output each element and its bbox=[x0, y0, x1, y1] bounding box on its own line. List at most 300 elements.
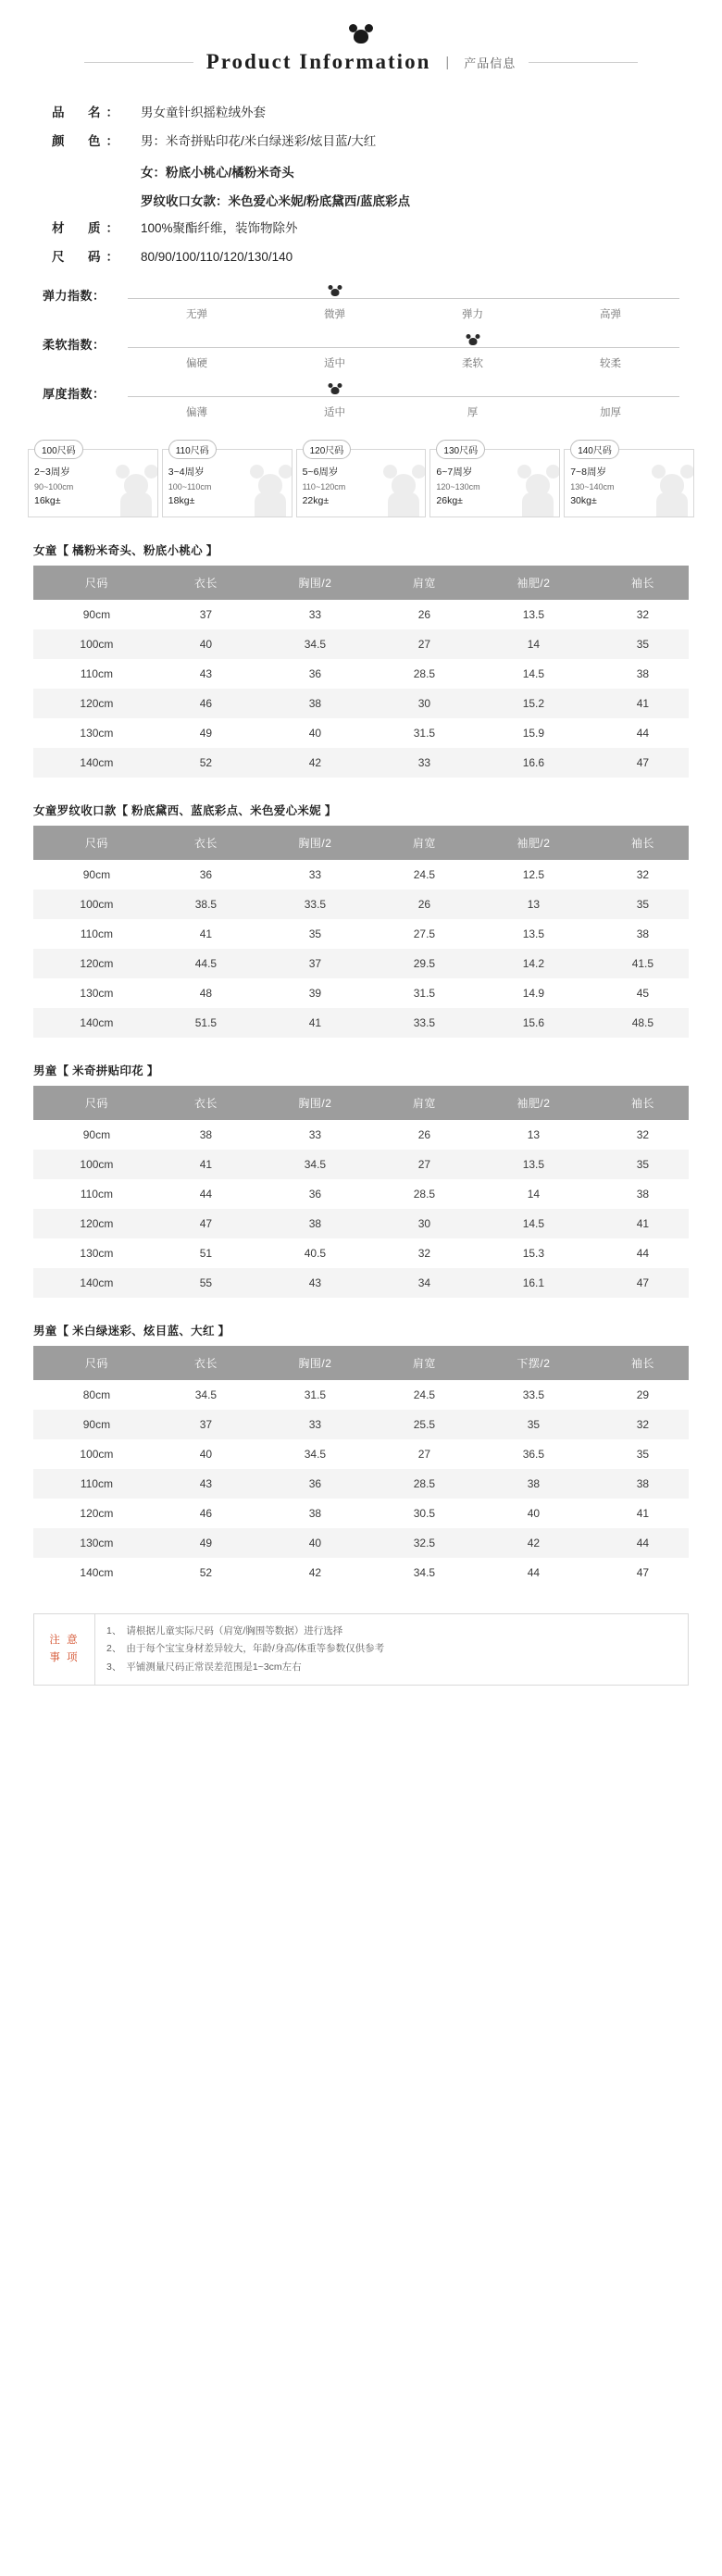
size-table bbox=[33, 566, 689, 778]
note-text: 请根据儿童实际尺码（肩宽/胸围等数据）进行选择 bbox=[126, 1624, 343, 1636]
cell: 29.5 bbox=[379, 949, 470, 978]
cell: 31.5 bbox=[252, 1380, 379, 1410]
notes-label-line2: 事 项 bbox=[49, 1652, 80, 1664]
size-table bbox=[33, 826, 689, 1038]
notes-list bbox=[95, 1614, 688, 1685]
cell: 28.5 bbox=[379, 1179, 470, 1209]
cell: 130cm bbox=[33, 1528, 160, 1558]
cell: 33.5 bbox=[252, 890, 379, 919]
column-header: 袖长 bbox=[597, 1086, 689, 1120]
spec-row-product-name bbox=[52, 104, 670, 122]
size-card-weight: 18kg± bbox=[168, 495, 195, 507]
cell: 140cm bbox=[33, 1268, 160, 1298]
column-header: 袖长 bbox=[597, 826, 689, 860]
index-label: 厚度指数： bbox=[43, 386, 106, 401]
cell: 41 bbox=[597, 1209, 689, 1238]
cell: 15.9 bbox=[470, 718, 597, 748]
size-card-tag: 130尺码 bbox=[436, 440, 485, 459]
cell: 45 bbox=[597, 978, 689, 1008]
index-tick: 弹力 bbox=[462, 309, 483, 320]
column-header: 肩宽 bbox=[379, 1086, 470, 1120]
cell: 120cm bbox=[33, 949, 160, 978]
index-tick: 微弹 bbox=[324, 309, 345, 320]
cell: 120cm bbox=[33, 1209, 160, 1238]
index-track bbox=[128, 285, 679, 304]
cell: 49 bbox=[160, 1528, 252, 1558]
spec-list bbox=[0, 104, 722, 267]
index-track bbox=[128, 383, 679, 402]
column-header: 衣长 bbox=[160, 1086, 252, 1120]
cell: 14 bbox=[470, 1179, 597, 1209]
note-text: 由于每个宝宝身材差异较大，年龄/身高/体重等参数仅供参考 bbox=[126, 1643, 385, 1655]
cell: 36 bbox=[252, 659, 379, 689]
cell: 27 bbox=[379, 1439, 470, 1469]
spec-row-sizes bbox=[52, 248, 670, 267]
note-item bbox=[106, 1659, 677, 1676]
cell: 43 bbox=[160, 659, 252, 689]
table-caption: 女童罗纹收口款【 粉底黛西、蓝底彩点、米色爱心米妮 】 bbox=[33, 803, 337, 817]
index-elasticity bbox=[43, 285, 679, 321]
table-row bbox=[33, 689, 689, 718]
column-header: 袖长 bbox=[597, 1346, 689, 1380]
column-header: 袖肥/2 bbox=[470, 826, 597, 860]
spec-key: 尺 码： bbox=[52, 249, 124, 264]
cell: 25.5 bbox=[379, 1410, 470, 1439]
table-header-row bbox=[33, 1086, 689, 1120]
notes-label-line1: 注 意 bbox=[49, 1634, 80, 1646]
size-card-age: 3~4周岁 bbox=[168, 467, 205, 478]
table-row bbox=[33, 1120, 689, 1150]
cell: 34.5 bbox=[252, 1439, 379, 1469]
column-header: 尺码 bbox=[33, 566, 160, 600]
cell: 140cm bbox=[33, 1558, 160, 1587]
mickey-mouse-icon bbox=[349, 24, 373, 44]
table-row bbox=[33, 1469, 689, 1499]
cell: 110cm bbox=[33, 1469, 160, 1499]
table-header-row bbox=[33, 1346, 689, 1380]
notes-label bbox=[34, 1614, 95, 1685]
cell: 110cm bbox=[33, 1179, 160, 1209]
cell: 34.5 bbox=[160, 1380, 252, 1410]
cell: 37 bbox=[252, 949, 379, 978]
column-header: 肩宽 bbox=[379, 566, 470, 600]
cell: 100cm bbox=[33, 1150, 160, 1179]
cell: 38 bbox=[597, 659, 689, 689]
size-card-height: 110~120cm bbox=[302, 481, 346, 492]
table-row bbox=[33, 659, 689, 689]
cell: 40 bbox=[252, 1528, 379, 1558]
spec-row-color-girls: 女：粉底小桃心/橘粉米奇头 bbox=[141, 165, 294, 180]
cell: 40 bbox=[160, 629, 252, 659]
note-number: 1、 bbox=[106, 1624, 122, 1636]
size-card-weight: 22kg± bbox=[302, 495, 330, 507]
cell: 34 bbox=[379, 1268, 470, 1298]
cell: 36.5 bbox=[470, 1439, 597, 1469]
title-separator: | bbox=[445, 54, 450, 70]
index-tick: 高弹 bbox=[600, 309, 621, 320]
column-header: 胸围/2 bbox=[252, 1346, 379, 1380]
cell: 46 bbox=[160, 689, 252, 718]
column-header: 胸围/2 bbox=[252, 826, 379, 860]
cell: 40 bbox=[160, 1439, 252, 1469]
cell: 38 bbox=[252, 689, 379, 718]
cell: 90cm bbox=[33, 1120, 160, 1150]
cell: 30.5 bbox=[379, 1499, 470, 1528]
cell: 32 bbox=[597, 1120, 689, 1150]
index-tick: 厚 bbox=[467, 407, 479, 418]
column-header: 胸围/2 bbox=[252, 566, 379, 600]
cell: 16.6 bbox=[470, 748, 597, 778]
cell: 32 bbox=[597, 600, 689, 629]
cell: 35 bbox=[597, 1439, 689, 1469]
table-row bbox=[33, 1380, 689, 1410]
table-row bbox=[33, 1238, 689, 1268]
cell: 33 bbox=[379, 748, 470, 778]
size-card-list bbox=[0, 432, 722, 517]
cell: 38 bbox=[252, 1499, 379, 1528]
table-row bbox=[33, 1008, 689, 1038]
size-card bbox=[564, 446, 694, 517]
cell: 42 bbox=[252, 748, 379, 778]
cell: 15.3 bbox=[470, 1238, 597, 1268]
cell: 33 bbox=[252, 600, 379, 629]
column-header: 衣长 bbox=[160, 1346, 252, 1380]
size-card-age: 5~6周岁 bbox=[302, 467, 339, 478]
table-row bbox=[33, 1499, 689, 1528]
column-header: 下摆/2 bbox=[470, 1346, 597, 1380]
note-number: 2、 bbox=[106, 1643, 122, 1655]
cell: 44 bbox=[470, 1558, 597, 1587]
note-item bbox=[106, 1640, 677, 1658]
cell: 28.5 bbox=[379, 1469, 470, 1499]
cell: 14.5 bbox=[470, 1209, 597, 1238]
cell: 12.5 bbox=[470, 860, 597, 890]
cell: 41 bbox=[252, 1008, 379, 1038]
table-row bbox=[33, 890, 689, 919]
table-row bbox=[33, 1268, 689, 1298]
cell: 44.5 bbox=[160, 949, 252, 978]
cell: 42 bbox=[252, 1558, 379, 1587]
cell: 14 bbox=[470, 629, 597, 659]
column-header: 袖肥/2 bbox=[470, 1086, 597, 1120]
cell: 43 bbox=[160, 1469, 252, 1499]
cell: 32 bbox=[597, 1410, 689, 1439]
spec-key: 颜 色： bbox=[52, 134, 124, 149]
size-card-tag: 110尺码 bbox=[168, 440, 217, 459]
size-table bbox=[33, 1346, 689, 1587]
index-tick: 适中 bbox=[324, 407, 345, 418]
cell: 38 bbox=[160, 1120, 252, 1150]
cell: 37 bbox=[160, 600, 252, 629]
spec-row-color-boys bbox=[52, 132, 670, 151]
cell: 130cm bbox=[33, 718, 160, 748]
cell: 35 bbox=[252, 919, 379, 949]
size-table-block bbox=[0, 802, 722, 1038]
column-header: 衣长 bbox=[160, 826, 252, 860]
cell: 36 bbox=[252, 1179, 379, 1209]
cell: 44 bbox=[597, 1238, 689, 1268]
cell: 48.5 bbox=[597, 1008, 689, 1038]
cell: 27.5 bbox=[379, 919, 470, 949]
cell: 33 bbox=[252, 1410, 379, 1439]
index-tick: 较柔 bbox=[600, 358, 621, 369]
cell: 80cm bbox=[33, 1380, 160, 1410]
size-card-height: 100~110cm bbox=[168, 481, 212, 492]
cell: 42 bbox=[470, 1528, 597, 1558]
spec-value: 80/90/100/110/120/130/140 bbox=[141, 249, 293, 264]
cell: 26 bbox=[379, 1120, 470, 1150]
cell: 51 bbox=[160, 1238, 252, 1268]
size-card-age: 2~3周岁 bbox=[34, 467, 70, 478]
index-tick: 柔软 bbox=[462, 358, 483, 369]
size-table-block bbox=[0, 541, 722, 778]
table-row bbox=[33, 1150, 689, 1179]
cell: 120cm bbox=[33, 1499, 160, 1528]
cell: 13.5 bbox=[470, 1150, 597, 1179]
cell: 35 bbox=[597, 890, 689, 919]
cell: 13.5 bbox=[470, 919, 597, 949]
table-row bbox=[33, 860, 689, 890]
size-card bbox=[429, 446, 560, 517]
column-header: 尺码 bbox=[33, 826, 160, 860]
cell: 41 bbox=[597, 689, 689, 718]
cell: 33 bbox=[252, 1120, 379, 1150]
column-header: 袖长 bbox=[597, 566, 689, 600]
cell: 38.5 bbox=[160, 890, 252, 919]
column-header: 肩宽 bbox=[379, 826, 470, 860]
cell: 140cm bbox=[33, 1008, 160, 1038]
cell: 48 bbox=[160, 978, 252, 1008]
note-text: 平铺测量尺码正常误差范围是1~3cm左右 bbox=[126, 1661, 302, 1673]
cell: 35 bbox=[597, 1150, 689, 1179]
size-table-block bbox=[0, 1322, 722, 1587]
cell: 140cm bbox=[33, 748, 160, 778]
title-row bbox=[0, 50, 722, 74]
index-label: 弹力指数： bbox=[43, 288, 106, 303]
cell: 90cm bbox=[33, 860, 160, 890]
index-softness bbox=[43, 334, 679, 370]
index-label: 柔软指数： bbox=[43, 337, 106, 352]
table-caption: 男童【 米奇拼贴印花 】 bbox=[33, 1064, 159, 1077]
mickey-marker-icon bbox=[466, 334, 479, 346]
cell: 36 bbox=[252, 1469, 379, 1499]
size-table-block bbox=[0, 1062, 722, 1298]
cell: 47 bbox=[597, 1558, 689, 1587]
cell: 30 bbox=[379, 689, 470, 718]
table-row bbox=[33, 1439, 689, 1469]
table-header-row bbox=[33, 826, 689, 860]
cell: 34.5 bbox=[252, 1150, 379, 1179]
cell: 43 bbox=[252, 1268, 379, 1298]
cell: 55 bbox=[160, 1268, 252, 1298]
notes-block bbox=[33, 1613, 689, 1686]
cell: 52 bbox=[160, 748, 252, 778]
cell: 31.5 bbox=[379, 978, 470, 1008]
cell: 130cm bbox=[33, 978, 160, 1008]
spec-value: 男女童针织摇粒绒外套 bbox=[141, 106, 266, 119]
note-number: 3、 bbox=[106, 1661, 122, 1673]
index-track bbox=[128, 334, 679, 353]
cell: 27 bbox=[379, 1150, 470, 1179]
title-divider-left bbox=[84, 62, 193, 63]
cell: 14.2 bbox=[470, 949, 597, 978]
spec-row-material bbox=[52, 219, 670, 238]
cell: 100cm bbox=[33, 890, 160, 919]
cell: 16.1 bbox=[470, 1268, 597, 1298]
cell: 32.5 bbox=[379, 1528, 470, 1558]
cell: 38 bbox=[597, 919, 689, 949]
cell: 44 bbox=[160, 1179, 252, 1209]
cell: 32 bbox=[597, 860, 689, 890]
cell: 24.5 bbox=[379, 1380, 470, 1410]
cell: 47 bbox=[597, 1268, 689, 1298]
cell: 40.5 bbox=[252, 1238, 379, 1268]
table-row bbox=[33, 718, 689, 748]
cell: 49 bbox=[160, 718, 252, 748]
cell: 33.5 bbox=[470, 1380, 597, 1410]
mickey-marker-icon bbox=[328, 285, 342, 297]
index-tick: 偏硬 bbox=[186, 358, 207, 369]
size-card-height: 120~130cm bbox=[436, 481, 480, 492]
column-header: 衣长 bbox=[160, 566, 252, 600]
cell: 32 bbox=[379, 1238, 470, 1268]
size-card-age: 7~8周岁 bbox=[570, 467, 606, 478]
size-card-height: 130~140cm bbox=[570, 481, 615, 492]
cell: 14.9 bbox=[470, 978, 597, 1008]
size-card-tag: 140尺码 bbox=[570, 440, 619, 459]
cell: 35 bbox=[597, 629, 689, 659]
cell: 38 bbox=[252, 1209, 379, 1238]
cell: 24.5 bbox=[379, 860, 470, 890]
note-item bbox=[106, 1623, 677, 1640]
cell: 34.5 bbox=[252, 629, 379, 659]
cell: 13.5 bbox=[470, 600, 597, 629]
cell: 41 bbox=[160, 919, 252, 949]
table-row bbox=[33, 629, 689, 659]
cell: 31.5 bbox=[379, 718, 470, 748]
cell: 41.5 bbox=[597, 949, 689, 978]
size-card bbox=[28, 446, 158, 517]
title-divider-right bbox=[529, 62, 638, 63]
cell: 13 bbox=[470, 1120, 597, 1150]
cell: 120cm bbox=[33, 689, 160, 718]
cell: 37 bbox=[160, 1410, 252, 1439]
cell: 44 bbox=[597, 718, 689, 748]
table-row bbox=[33, 978, 689, 1008]
table-row bbox=[33, 1410, 689, 1439]
cell: 130cm bbox=[33, 1238, 160, 1268]
table-row bbox=[33, 949, 689, 978]
cell: 28.5 bbox=[379, 659, 470, 689]
cell: 100cm bbox=[33, 629, 160, 659]
cell: 100cm bbox=[33, 1439, 160, 1469]
index-bars bbox=[0, 285, 722, 419]
cell: 27 bbox=[379, 629, 470, 659]
index-tick: 适中 bbox=[324, 358, 345, 369]
size-card-height: 90~100cm bbox=[34, 481, 74, 492]
column-header: 胸围/2 bbox=[252, 1086, 379, 1120]
index-thickness bbox=[43, 383, 679, 419]
cell: 38 bbox=[470, 1469, 597, 1499]
column-header: 袖肥/2 bbox=[470, 566, 597, 600]
mickey-marker-icon bbox=[328, 383, 342, 395]
cell: 46 bbox=[160, 1499, 252, 1528]
cell: 39 bbox=[252, 978, 379, 1008]
table-row bbox=[33, 1209, 689, 1238]
size-card bbox=[296, 446, 427, 517]
index-tick: 无弹 bbox=[186, 309, 207, 320]
cell: 38 bbox=[597, 1469, 689, 1499]
cell: 34.5 bbox=[379, 1558, 470, 1587]
cell: 30 bbox=[379, 1209, 470, 1238]
spec-value: 男：米奇拼贴印花/米白绿迷彩/炫目蓝/大红 bbox=[141, 134, 377, 149]
cell: 40 bbox=[252, 718, 379, 748]
cell: 36 bbox=[160, 860, 252, 890]
table-row bbox=[33, 1179, 689, 1209]
size-card-tag: 120尺码 bbox=[303, 440, 352, 459]
column-header: 肩宽 bbox=[379, 1346, 470, 1380]
cell: 51.5 bbox=[160, 1008, 252, 1038]
spec-row-color-ribbed: 罗纹收口女款：米色爱心米妮/粉底黛西/蓝底彩点 bbox=[141, 193, 411, 208]
cell: 33.5 bbox=[379, 1008, 470, 1038]
table-row bbox=[33, 748, 689, 778]
table-caption: 男童【 米白绿迷彩、炫目蓝、大红 】 bbox=[33, 1324, 230, 1338]
cell: 47 bbox=[597, 748, 689, 778]
cell: 41 bbox=[597, 1499, 689, 1528]
cell: 90cm bbox=[33, 1410, 160, 1439]
cell: 41 bbox=[160, 1150, 252, 1179]
cell: 110cm bbox=[33, 659, 160, 689]
size-card-weight: 16kg± bbox=[34, 495, 61, 507]
cell: 110cm bbox=[33, 919, 160, 949]
spec-key: 材 质： bbox=[52, 220, 124, 235]
cell: 52 bbox=[160, 1558, 252, 1587]
cell: 26 bbox=[379, 600, 470, 629]
size-card-tag: 100尺码 bbox=[34, 440, 83, 459]
table-row bbox=[33, 600, 689, 629]
page-header bbox=[0, 0, 722, 83]
cell: 14.5 bbox=[470, 659, 597, 689]
cell: 90cm bbox=[33, 600, 160, 629]
table-caption: 女童【 橘粉米奇头、粉底小桃心 】 bbox=[33, 543, 218, 557]
cell: 38 bbox=[597, 1179, 689, 1209]
page-title: Product Information bbox=[205, 50, 431, 73]
spec-value: 100%聚酯纤维，装饰物除外 bbox=[141, 220, 298, 235]
column-header: 尺码 bbox=[33, 1086, 160, 1120]
table-row bbox=[33, 919, 689, 949]
size-card bbox=[162, 446, 293, 517]
cell: 35 bbox=[470, 1410, 597, 1439]
page-subtitle: 产品信息 bbox=[464, 56, 517, 70]
table-header-row bbox=[33, 566, 689, 600]
index-tick: 偏薄 bbox=[186, 407, 207, 418]
cell: 33 bbox=[252, 860, 379, 890]
table-row bbox=[33, 1558, 689, 1587]
cell: 29 bbox=[597, 1380, 689, 1410]
cell: 13 bbox=[470, 890, 597, 919]
size-card-weight: 26kg± bbox=[436, 495, 463, 507]
table-row bbox=[33, 1528, 689, 1558]
cell: 15.6 bbox=[470, 1008, 597, 1038]
size-card-age: 6~7周岁 bbox=[436, 467, 473, 478]
spec-key: 品 名： bbox=[52, 106, 124, 119]
column-header: 尺码 bbox=[33, 1346, 160, 1380]
size-table bbox=[33, 1086, 689, 1298]
cell: 40 bbox=[470, 1499, 597, 1528]
size-card-weight: 30kg± bbox=[570, 495, 597, 507]
cell: 15.2 bbox=[470, 689, 597, 718]
cell: 26 bbox=[379, 890, 470, 919]
